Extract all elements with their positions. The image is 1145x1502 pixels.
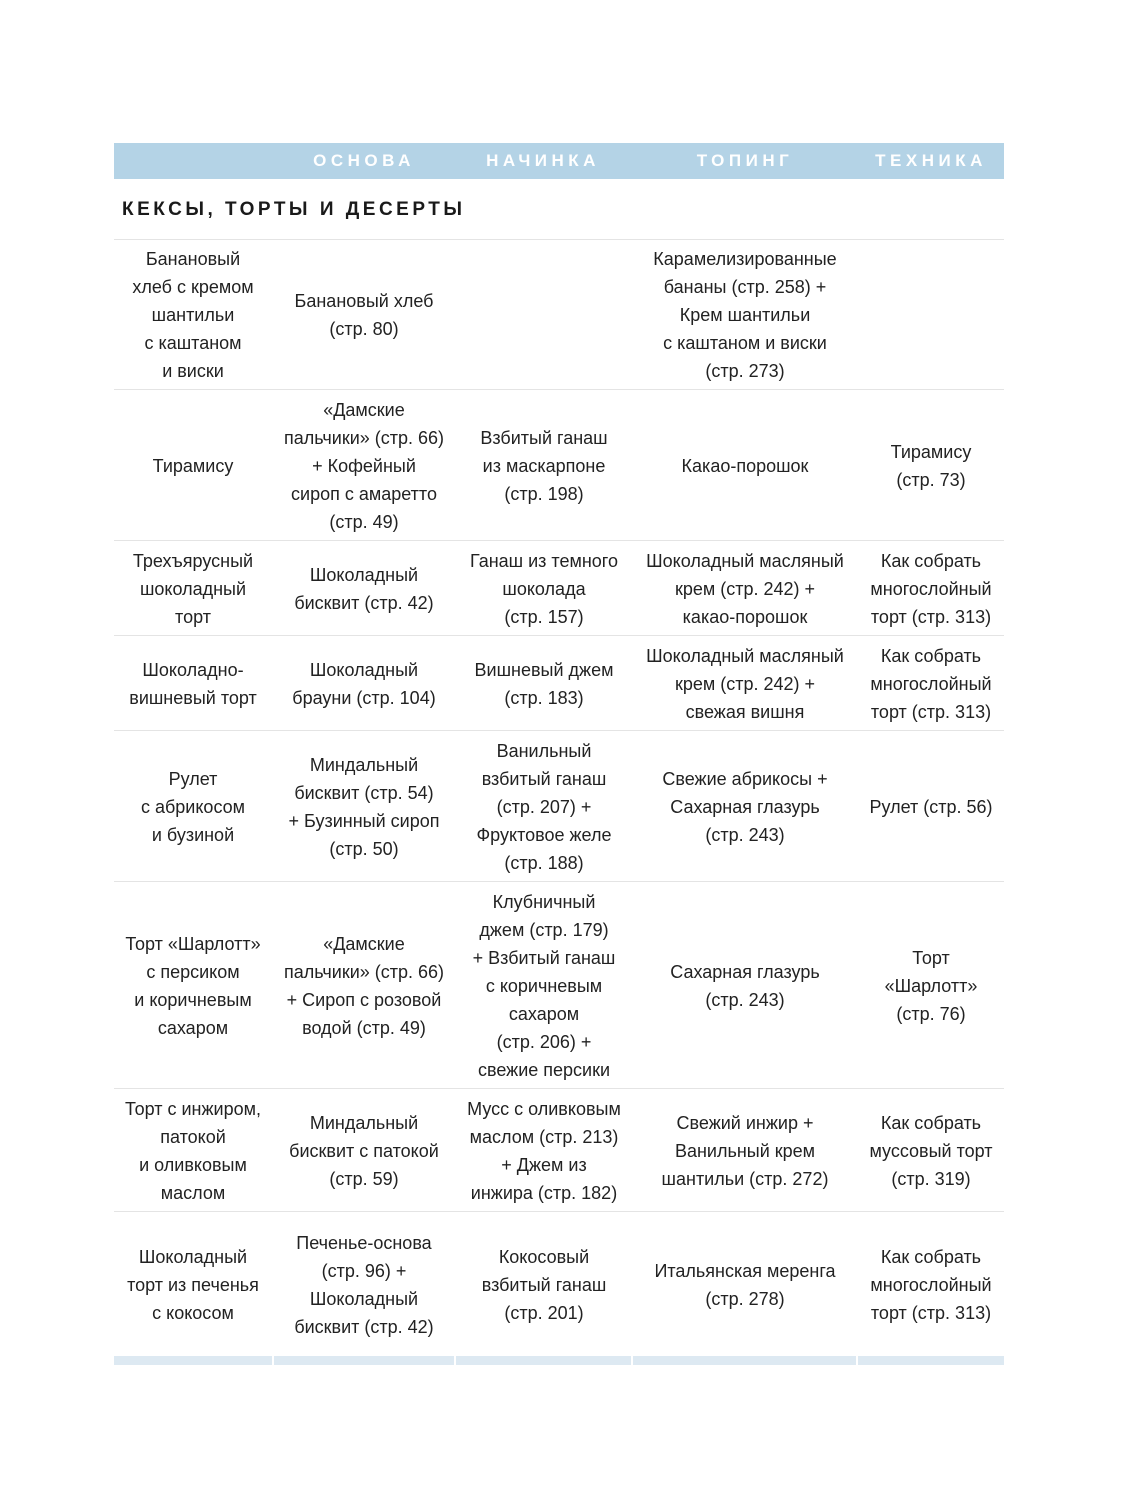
- topping-cell: Итальянская меренга (стр. 278): [654, 1260, 836, 1309]
- technique-cell: Торт «Шарлотт» (стр. 76): [884, 947, 978, 1024]
- topping-cell: Шоколадный масляный крем (стр. 242) + свежая вишня: [646, 645, 844, 722]
- base-cell: Миндальный бисквит (стр. 54) + Бузинный сироп (стр. 50): [288, 754, 440, 859]
- topping-cell: Какао-порошок: [681, 455, 809, 476]
- topping-cell: Карамелизированные бананы (стр. 258) + Крем шантильи с каштаном и виски (стр. 273): [653, 249, 837, 381]
- footer-separator: [631, 1356, 633, 1365]
- filling-cell: Взбитый ганаш из маскарпоне (стр. 198): [480, 427, 608, 504]
- base-cell: Миндальный бисквит с патокой (стр. 59): [289, 1112, 439, 1189]
- dish-name: Рулет с абрикосом и бузиной: [140, 768, 246, 845]
- footer-separator: [272, 1356, 274, 1365]
- footer-separator: [454, 1356, 456, 1365]
- topping-cell: Сахарная глазурь (стр. 243): [670, 961, 820, 1010]
- dish-name: Банановый хлеб с кремом шантильи с каштаном и виски: [132, 249, 254, 381]
- dish-name: Тирамису: [152, 455, 234, 476]
- table-row: [114, 1211, 1004, 1357]
- table-row: [114, 239, 1004, 390]
- technique-cell: Как собрать многослойный торт (стр. 313): [870, 645, 992, 722]
- technique-cell: Как собрать многослойный торт (стр. 313): [870, 550, 992, 627]
- dish-name: Торт «Шарлотт» с персиком и коричневым сахаром: [125, 933, 261, 1038]
- topping-cell: Свежий инжир + Ванильный крем шантильи (стр. 272): [661, 1112, 829, 1189]
- table-row: [114, 540, 1004, 636]
- filling-cell: Вишневый джем (стр. 183): [474, 659, 614, 708]
- base-cell: «Дамские пальчики» (стр. 66) + Кофейный сироп с амаретто (стр. 49): [283, 399, 445, 532]
- table-row: [114, 730, 1004, 882]
- filling-cell: Мусс с оливковым маслом (стр. 213) + Джем из инжира (стр. 182): [467, 1098, 621, 1203]
- base-cell: «Дамские пальчики» (стр. 66) + Сироп с розовой водой (стр. 49): [283, 933, 445, 1038]
- filling-cell: Ванильный взбитый ганаш (стр. 207) + Фруктовое желе (стр. 188): [476, 740, 612, 873]
- dish-name: Торт с инжиром, патокой и оливковым маслом: [125, 1098, 261, 1203]
- base-cell: Банановый хлеб (стр. 80): [294, 291, 434, 339]
- filling-cell: Ганаш из темного шоколада (стр. 157): [469, 550, 618, 627]
- column-header: НАЧИНКА: [486, 151, 600, 170]
- topping-cell: Шоколадный масляный крем (стр. 242) + какао-порошок: [646, 550, 844, 627]
- dish-name: Трехъярусный шоколадный торт: [132, 550, 254, 627]
- technique-cell: Рулет (стр. 56): [869, 796, 993, 817]
- filling-cell: Кокосовый взбитый ганаш (стр. 201): [481, 1246, 607, 1323]
- table-row: [114, 635, 1004, 731]
- table-row: [114, 389, 1004, 541]
- table-footer-bar: [114, 1356, 1004, 1365]
- section-title: КЕКСЫ, ТОРТЫ И ДЕСЕРТЫ: [122, 199, 466, 220]
- base-cell: Печенье-основа (стр. 96) + Шоколадный бисквит (стр. 42): [294, 1232, 434, 1337]
- dish-name: Шоколадный торт из печенья с кокосом: [127, 1246, 259, 1323]
- footer-separator: [856, 1356, 858, 1365]
- column-header: ТЕХНИКА: [875, 151, 987, 170]
- filling-cell: Клубничный джем (стр. 179) + Взбитый ганаш с коричневым сахаром (стр. 206) + свежие персики: [472, 891, 616, 1080]
- table-row: [114, 1088, 1004, 1212]
- dish-name: Шоколадно- вишневый торт: [129, 659, 257, 708]
- table-row: [114, 881, 1004, 1089]
- column-header: ТОПИНГ: [696, 151, 794, 170]
- base-cell: Шоколадный бисквит (стр. 42): [294, 564, 434, 613]
- table-header: [114, 143, 1004, 179]
- technique-cell: Как собрать муссовый торт (стр. 319): [869, 1112, 993, 1189]
- column-header: ОСНОВА: [313, 151, 415, 170]
- base-cell: Шоколадный брауни (стр. 104): [292, 659, 436, 708]
- technique-cell: Тирамису (стр. 73): [890, 441, 972, 490]
- topping-cell: Свежие абрикосы + Сахарная глазурь (стр. 243): [662, 768, 828, 845]
- technique-cell: Как собрать многослойный торт (стр. 313): [870, 1246, 992, 1323]
